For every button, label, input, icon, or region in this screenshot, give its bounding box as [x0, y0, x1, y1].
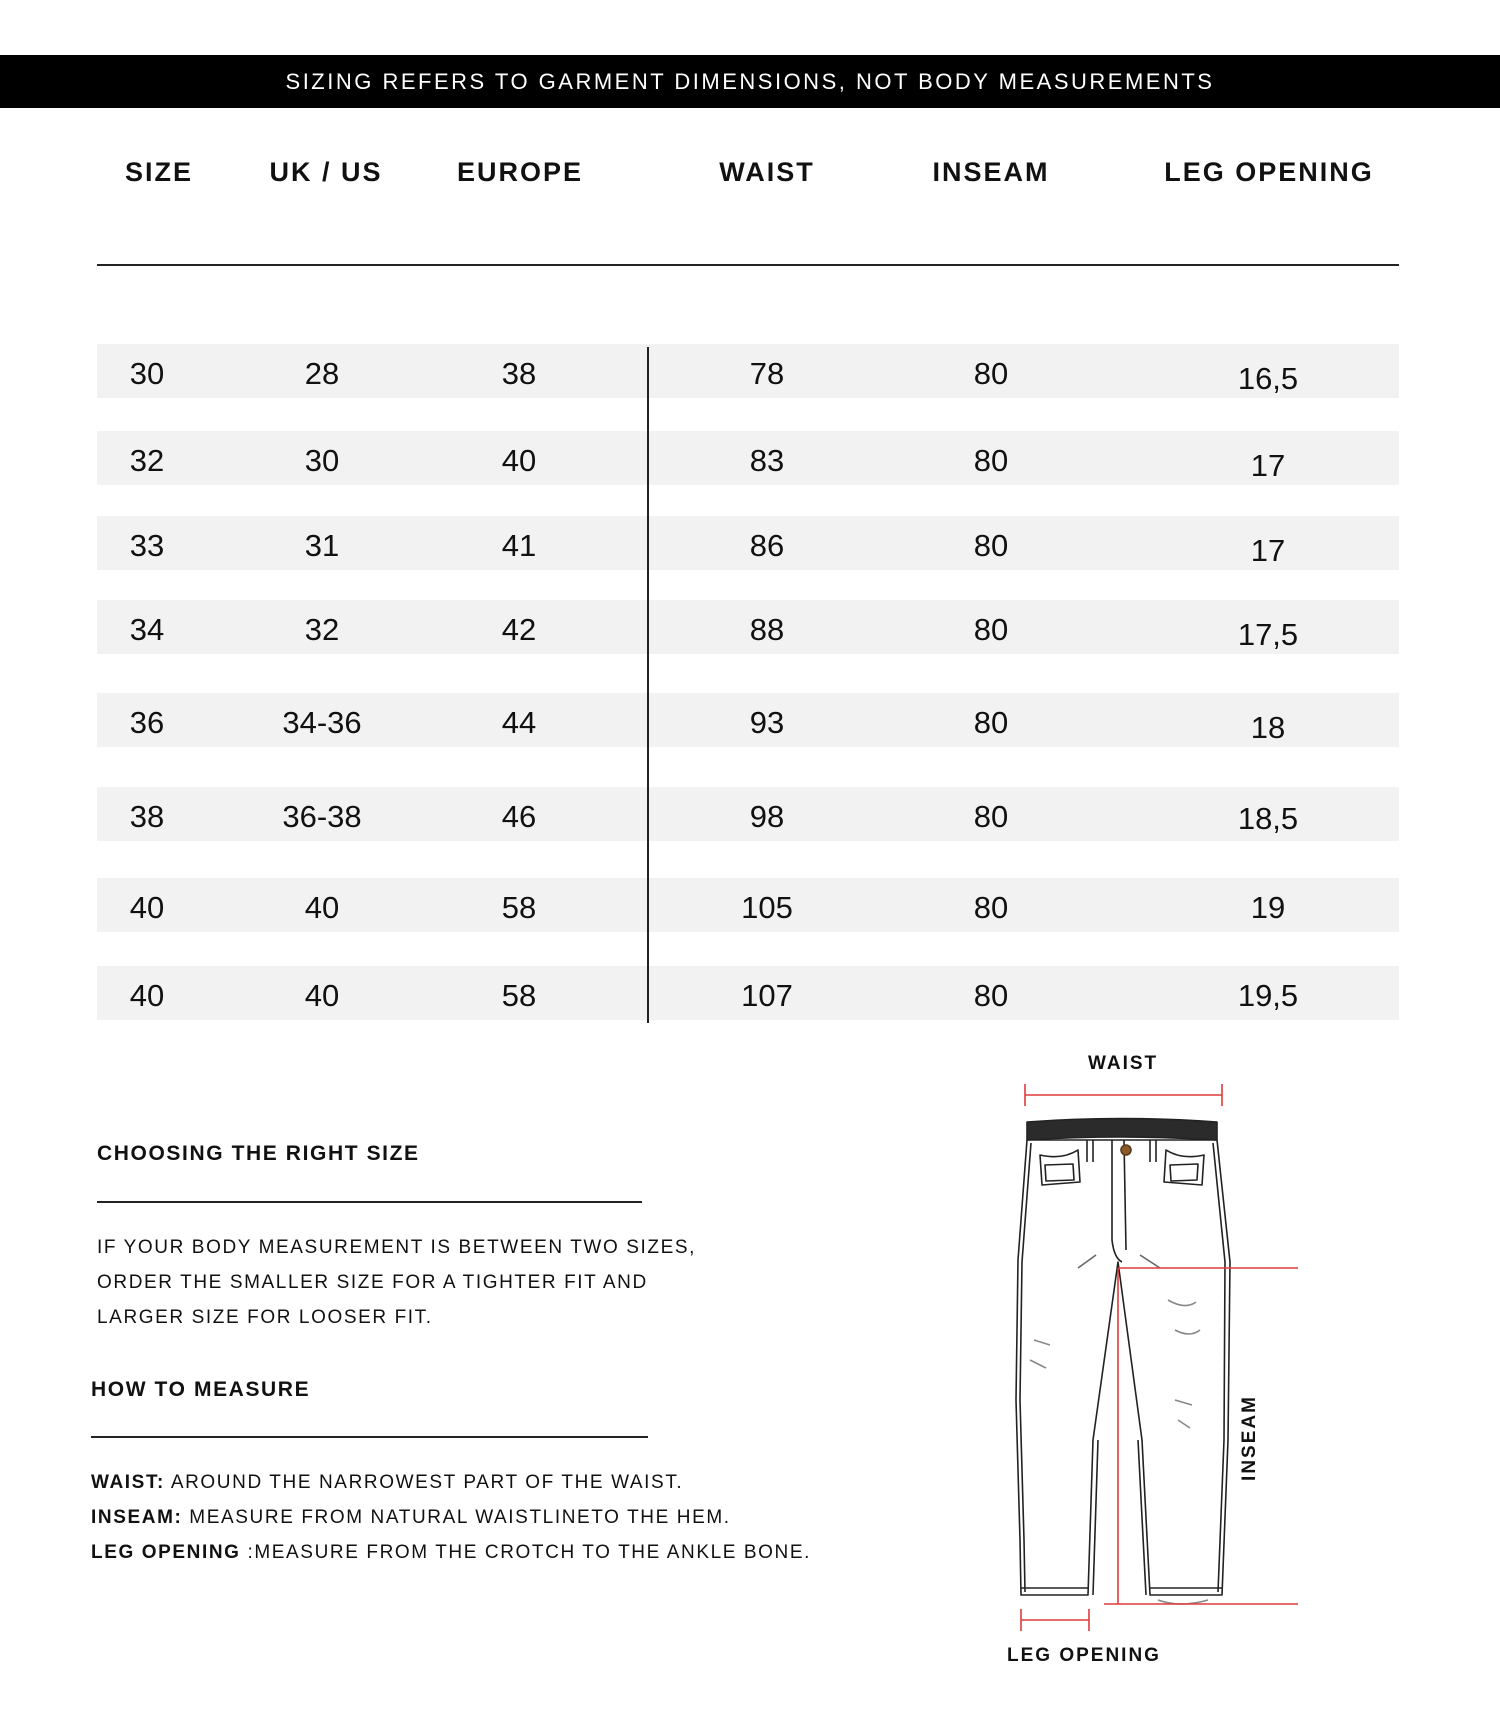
cell-uk-us: 28: [304, 356, 340, 391]
cell-leg-opening: 18: [1250, 710, 1286, 745]
cell-leg-opening: 17: [1250, 533, 1286, 568]
cell-waist: 78: [749, 356, 785, 391]
cell-europe: 44: [501, 705, 537, 740]
cell-inseam: 80: [973, 356, 1009, 391]
header-uk-us: UK / US: [269, 157, 383, 187]
banner-text: SIZING REFERS TO GARMENT DIMENSIONS, NOT BODY MEASUREMENTS: [285, 68, 1215, 94]
measure-label: LEG OPENING: [91, 1542, 241, 1563]
cell-uk-us: 34-36: [282, 705, 362, 740]
cell-size: 30: [129, 356, 165, 391]
cell-inseam: 80: [973, 799, 1009, 834]
cell-waist: 86: [749, 528, 785, 563]
cell-leg-opening: 19,5: [1237, 978, 1299, 1013]
cell-leg-opening: 17: [1250, 448, 1286, 483]
choosing-line: IF YOUR BODY MEASUREMENT IS BETWEEN TWO SIZES,: [97, 1237, 696, 1258]
cell-waist: 107: [741, 978, 793, 1013]
cell-europe: 42: [501, 612, 537, 647]
cell-leg-opening: 19: [1250, 890, 1286, 925]
header-europe: EUROPE: [456, 157, 584, 187]
cell-europe: 40: [501, 443, 537, 478]
choosing-line: ORDER THE SMALLER SIZE FOR A TIGHTER FIT AND: [97, 1272, 648, 1293]
cell-leg-opening: 17,5: [1237, 617, 1299, 652]
cell-size: 40: [129, 978, 165, 1013]
measure-label: WAIST:: [91, 1472, 165, 1493]
cell-size: 38: [129, 799, 165, 834]
cell-inseam: 80: [973, 978, 1009, 1013]
cell-inseam: 80: [973, 705, 1009, 740]
cell-size: 40: [129, 890, 165, 925]
cell-waist: 93: [749, 705, 785, 740]
cell-uk-us: 30: [304, 443, 340, 478]
cell-inseam: 80: [973, 612, 1009, 647]
measure-text: :MEASURE FROM THE CROTCH TO THE ANKLE BONE.: [240, 1542, 812, 1563]
cell-inseam: 80: [973, 890, 1009, 925]
cell-size: 34: [129, 612, 165, 647]
header-size: SIZE: [124, 157, 194, 187]
measurement-guides: [1021, 1084, 1298, 1631]
header-leg-opening: LEG OPENING: [1164, 157, 1374, 187]
cell-size: 33: [129, 528, 165, 563]
cell-uk-us: 40: [304, 978, 340, 1013]
cell-waist: 88: [749, 612, 785, 647]
cell-inseam: 80: [973, 443, 1009, 478]
cell-waist: 105: [741, 890, 793, 925]
cell-uk-us: 36-38: [282, 799, 362, 834]
cell-europe: 38: [501, 356, 537, 391]
measure-text: AROUND THE NARROWEST PART OF THE WAIST.: [165, 1472, 684, 1493]
diagram-inseam-label: INSEAM: [1239, 1395, 1260, 1481]
how-to-measure-title: HOW TO MEASURE: [91, 1378, 311, 1401]
cell-europe: 58: [501, 890, 537, 925]
choosing-title: CHOOSING THE RIGHT SIZE: [97, 1142, 420, 1165]
cell-size: 36: [129, 705, 165, 740]
cell-waist: 98: [749, 799, 785, 834]
cell-waist: 83: [749, 443, 785, 478]
cell-uk-us: 40: [304, 890, 340, 925]
cell-uk-us: 32: [304, 612, 340, 647]
cell-leg-opening: 18,5: [1237, 801, 1299, 836]
diagram-waist-label: WAIST: [1088, 1053, 1159, 1074]
header-waist: WAIST: [719, 157, 815, 187]
measure-label: INSEAM:: [91, 1507, 183, 1528]
cell-europe: 46: [501, 799, 537, 834]
cell-europe: 58: [501, 978, 537, 1013]
cell-europe: 41: [501, 528, 537, 563]
jeans-illustration: [1016, 1119, 1230, 1605]
cell-leg-opening: 16,5: [1237, 361, 1299, 396]
measure-text: MEASURE FROM NATURAL WAISTLINETO THE HEM.: [182, 1507, 731, 1528]
choosing-line: LARGER SIZE FOR LOOSER FIT.: [97, 1307, 433, 1328]
header-inseam: INSEAM: [932, 157, 1050, 187]
cell-uk-us: 31: [304, 528, 340, 563]
cell-inseam: 80: [973, 528, 1009, 563]
cell-size: 32: [129, 443, 165, 478]
diagram-leg-opening-label: LEG OPENING: [1007, 1645, 1161, 1666]
